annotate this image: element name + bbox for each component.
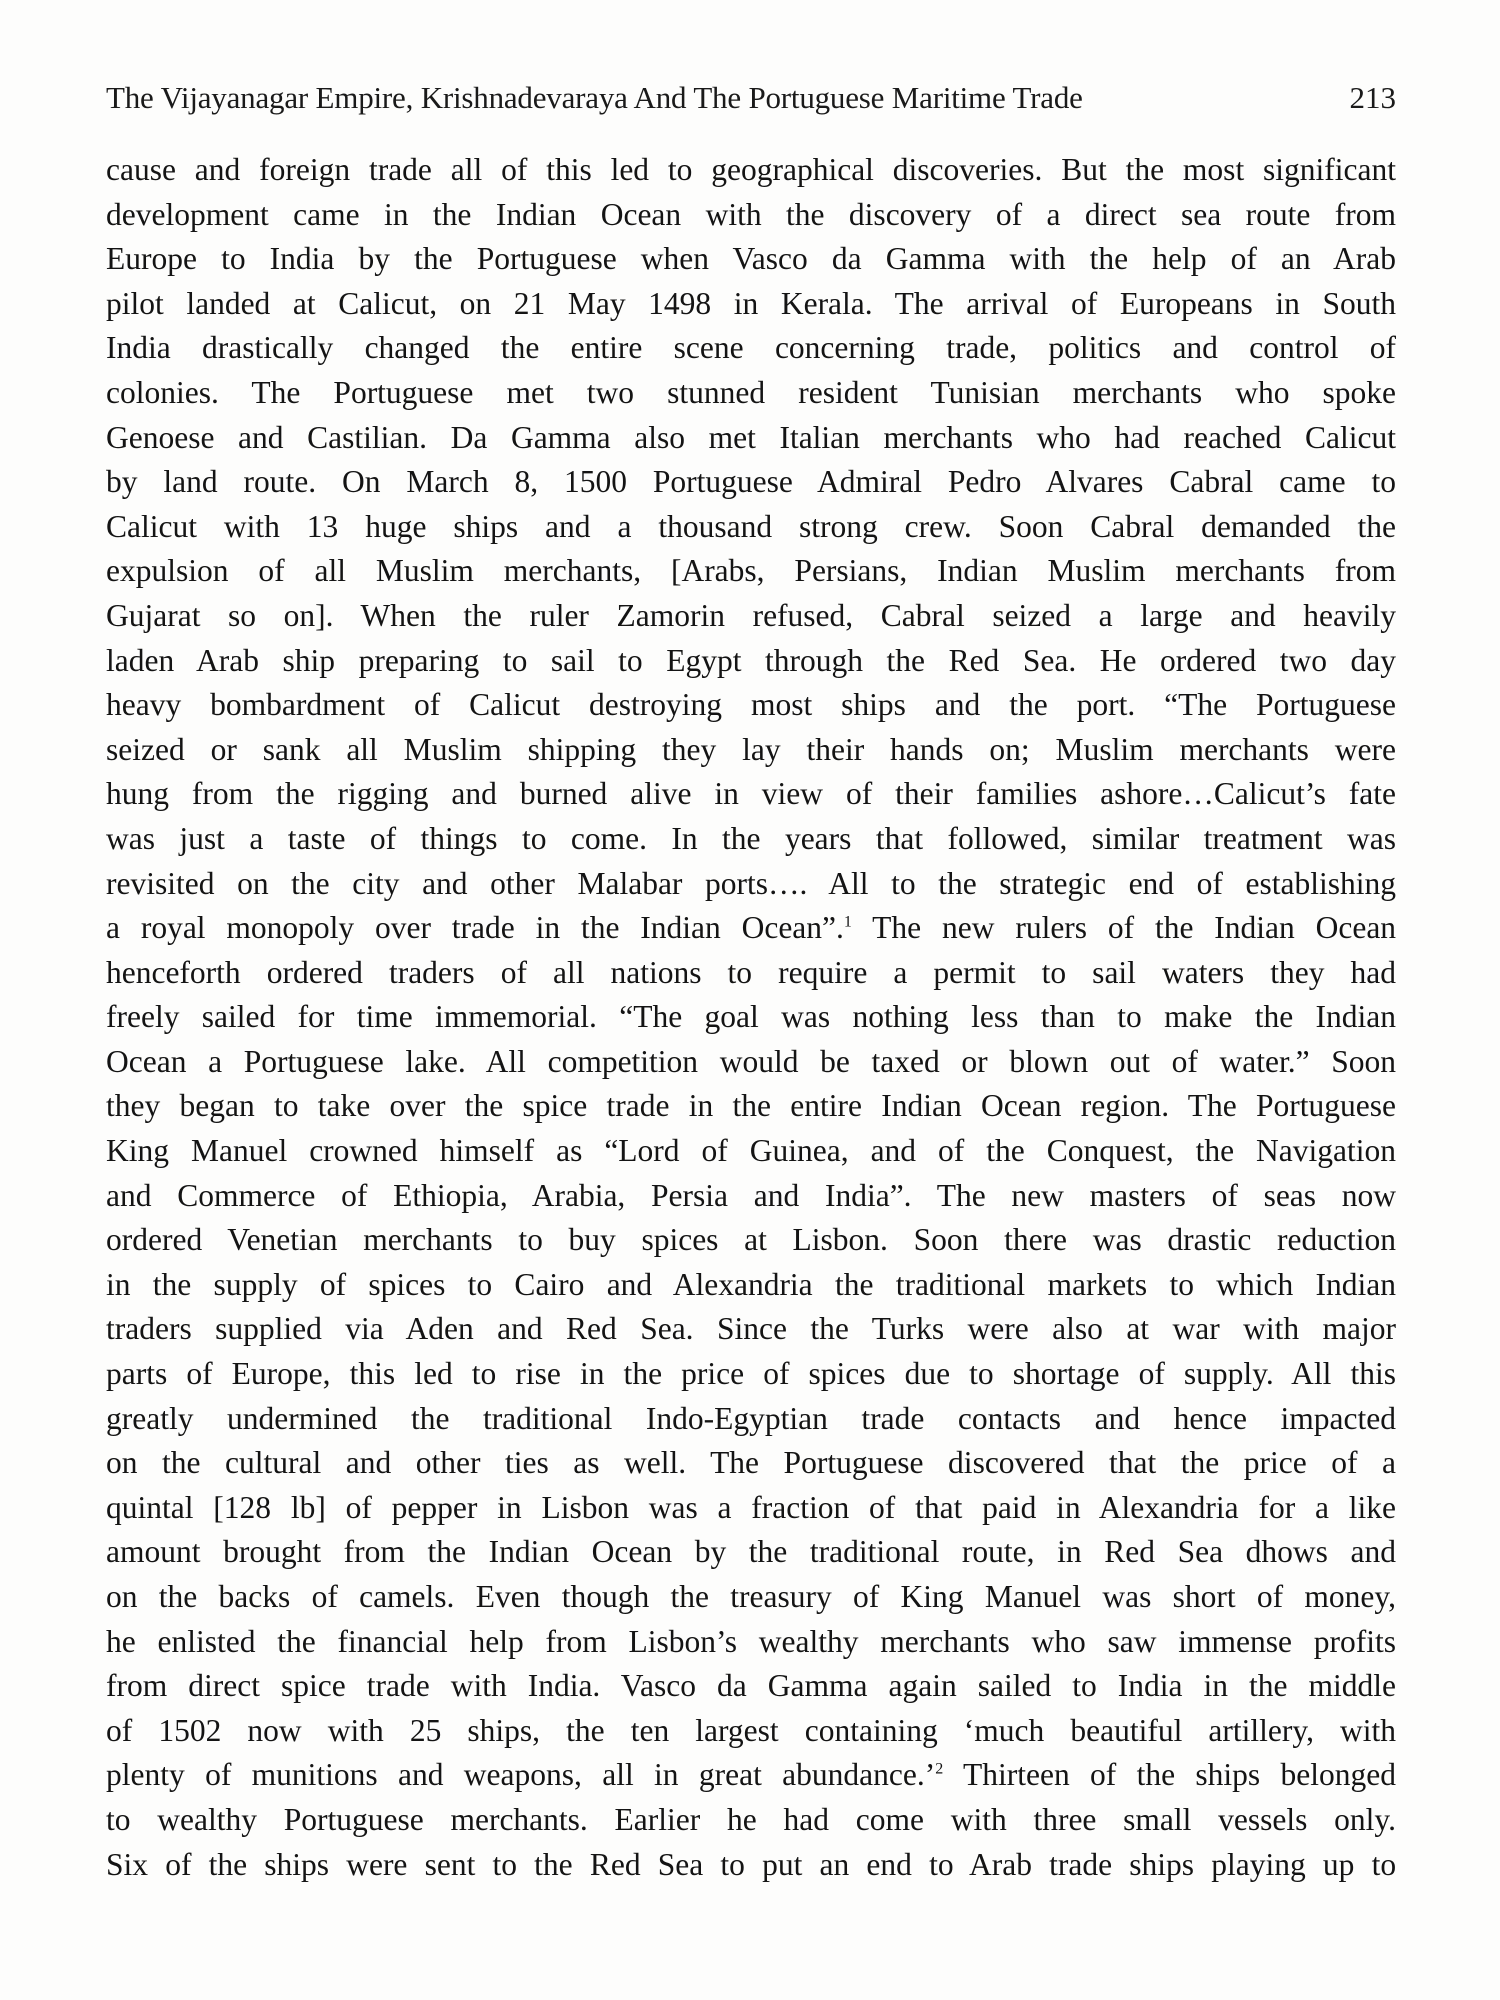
- text-line: and Commerce of Ethiopia, Arabia, Persia and India”. The new masters of seas now: [106, 1177, 1397, 1213]
- text-segment: The new rulers of the Indian Ocean: [851, 910, 1397, 946]
- text-segment: a royal monopoly over trade in the Indian Ocean”.: [106, 910, 844, 946]
- text-line: expulsion of all Muslim merchants, [Arabs, Persians, Indian Muslim merchants from: [106, 553, 1396, 589]
- text-line: traders supplied via Aden and Red Sea. Since the Turks were also at war with major: [106, 1311, 1397, 1347]
- running-title: The Vijayanagar Empire, Krishnadevaraya And The Portuguese Maritime Trade: [106, 80, 1083, 115]
- text-line: by land route. On March 8, 1500 Portuguese Admiral Pedro Alvares Cabral came to: [106, 464, 1397, 500]
- text-line: ordered Venetian merchants to buy spices at Lisbon. Soon there was drastic reduction: [106, 1222, 1396, 1258]
- text-line: hung from the rigging and burned alive in view of their families ashore…Calicut’s fate: [106, 776, 1396, 812]
- text-line-with-footnote: [106, 906, 1396, 951]
- text-line: of 1502 now with 25 ships, the ten largest containing ‘much beautiful artillery, with: [106, 1712, 1397, 1748]
- text-line: seized or sank all Muslim shipping they lay their hands on; Muslim merchants were: [106, 731, 1396, 767]
- body-paragraph: [106, 148, 1396, 1887]
- text-line: in the supply of spices to Cairo and Alexandria the traditional markets to which Indian: [106, 1266, 1396, 1302]
- text-line: pilot landed at Calicut, on 21 May 1498 in Kerala. The arrival of Europeans in South: [106, 285, 1396, 321]
- running-header: [106, 80, 1396, 126]
- footnote-marker: 2: [935, 1760, 944, 1778]
- text-line: quintal [128 lb] of pepper in Lisbon was a fraction of that paid in Alexandria for a like: [106, 1489, 1396, 1525]
- text-line: laden Arab ship preparing to sail to Egypt through the Red Sea. He ordered two day: [106, 642, 1397, 678]
- text-line: henceforth ordered traders of all nations to require a permit to sail waters they had: [106, 954, 1396, 990]
- text-line: Gujarat so on]. When the ruler Zamorin refused, Cabral seized a large and heavily: [106, 597, 1396, 633]
- text-line: Europe to India by the Portuguese when Vasco da Gamma with the help of an Arab: [106, 241, 1396, 277]
- text-line: Six of the ships were sent to the Red Sea to put an end to Arab trade ships playing up to: [106, 1846, 1397, 1882]
- text-line: revisited on the city and other Malabar ports…. All to the strategic end of establishing: [106, 865, 1396, 901]
- text-line: development came in the Indian Ocean with the discovery of a direct sea route from: [106, 196, 1397, 232]
- text-line: King Manuel crowned himself as “Lord of Guinea, and of the Conquest, the Navigation: [106, 1133, 1397, 1169]
- text-segment: plenty of munitions and weapons, all in great abundance.’: [106, 1757, 936, 1793]
- text-line: on the cultural and other ties as well. The Portuguese discovered that the price of a: [106, 1445, 1396, 1481]
- text-line: from direct spice trade with India. Vasco da Gamma again sailed to India in the middle: [106, 1668, 1396, 1704]
- text-segment: Thirteen of the ships belonged: [943, 1757, 1396, 1793]
- text-line: Ocean a Portuguese lake. All competition would be taxed or blown out of water.” Soon: [106, 1043, 1397, 1079]
- text-line: Genoese and Castilian. Da Gamma also met Italian merchants who had reached Calicut: [106, 419, 1396, 455]
- text-line: India drastically changed the entire scene concerning trade, politics and control of: [106, 330, 1397, 366]
- text-line: Calicut with 13 huge ships and a thousand strong crew. Soon Cabral demanded the: [106, 508, 1397, 544]
- text-line: was just a taste of things to come. In the years that followed, similar treatment was: [106, 820, 1396, 856]
- text-line: cause and foreign trade all of this led to geographical discoveries. But the most significant: [106, 152, 1397, 187]
- footnote-marker: 1: [843, 913, 852, 931]
- text-line: to wealthy Portuguese merchants. Earlier he had come with three small vessels only.: [106, 1801, 1396, 1837]
- text-line: greatly undermined the traditional Indo-Egyptian trade contacts and hence impacted: [106, 1400, 1396, 1436]
- page-number: 213: [1349, 80, 1396, 115]
- text-line: heavy bombardment of Calicut destroying most ships and the port. “The Portuguese: [106, 687, 1396, 723]
- text-line-with-footnote: [106, 1753, 1396, 1798]
- text-line: he enlisted the financial help from Lisbon’s wealthy merchants who saw immense profits: [106, 1623, 1397, 1659]
- text-line: colonies. The Portuguese met two stunned resident Tunisian merchants who spoke: [106, 374, 1397, 410]
- text-line: parts of Europe, this led to rise in the price of spices due to shortage of supply. All this: [106, 1356, 1396, 1392]
- text-line: amount brought from the Indian Ocean by the traditional route, in Red Sea dhows and: [106, 1534, 1396, 1570]
- text-line: on the backs of camels. Even though the treasury of King Manuel was short of money,: [106, 1579, 1396, 1614]
- text-line: freely sailed for time immemorial. “The goal was nothing less than to make the Indian: [106, 999, 1397, 1035]
- text-line: they began to take over the spice trade in the entire Indian Ocean region. The Portuguese: [106, 1088, 1397, 1124]
